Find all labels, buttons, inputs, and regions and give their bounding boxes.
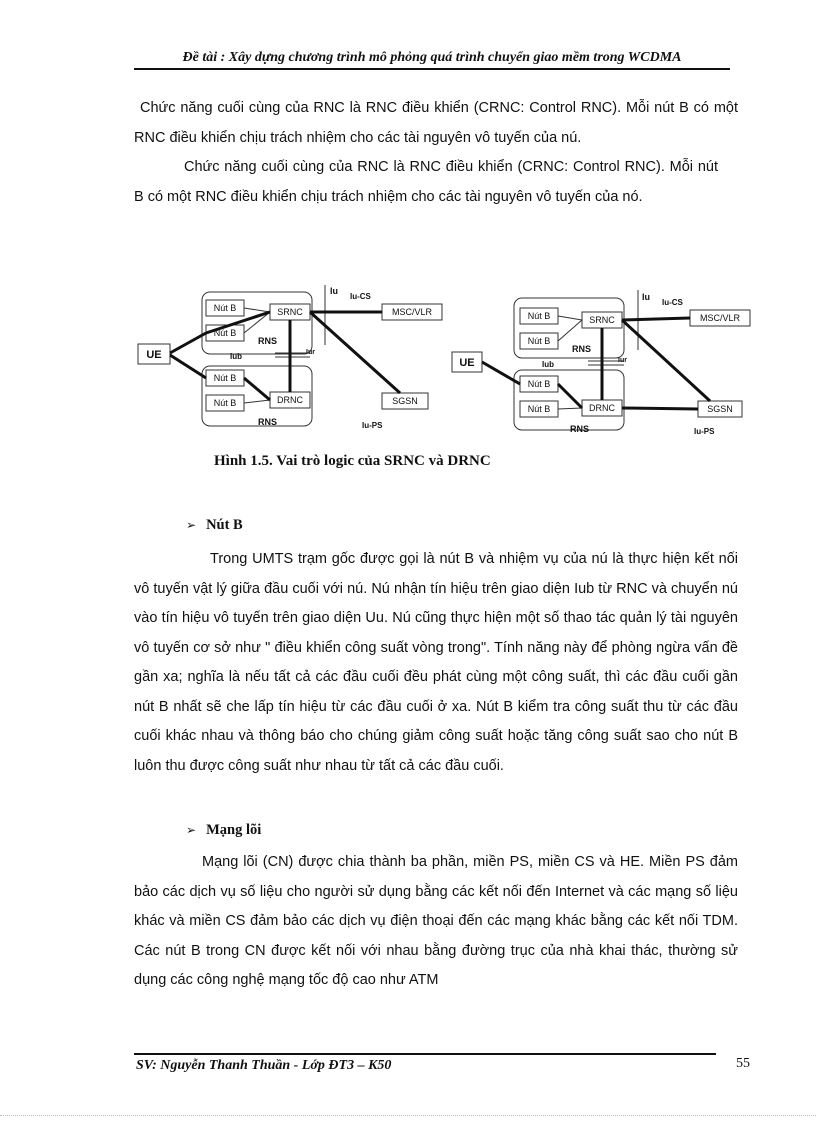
paragraph-3: Trong UMTS trạm gốc được gọi là nút B và nhiệm vụ của nú là thực hiện kết nối vô tuyến vật lý giữa đầu cuối với nú. Nú nhận tín hiệu trên giao diện Iub từ RNC và chuyển nú vào tín hiệu vô tuyến trên giao diện Uu. Nú cũng thực hiện một số thao tác quản lý tài nguyên vô tuyến cơ sở như " điều khiển công suất vòng trong". Tính năng này để phòng ngừa vấn đề gần xa; nghĩa là nếu tất cả các đầu cuối đều phát cùng một công suất, thì các đầu cuối gần nút B nhất sẽ che lấp tín hiệu từ các đầu cuối ở xa. Nút B kiểm tra công suất thu từ các đầu cuối khác nhau và thông báo cho chúng giảm công suất hoặc tăng công suất sao cho nút B luôn thu được công suất như nhau từ tất cả các đầu cuối. xyxy=(134,551,738,774)
nodeb-label: Nút B xyxy=(527,311,551,321)
nodeb-label: Nút B xyxy=(527,404,551,414)
nodeb-label: Nút B xyxy=(213,398,237,408)
sgsn-label: SGSN xyxy=(707,404,733,414)
srnc-label: SRNC xyxy=(277,307,303,317)
paragraph-2: Chức năng cuối cùng của RNC là RNC điều khiển (CRNC: Control RNC). Mỗi nút B có một RNC điều khiển chịu trách nhiệm cho các tài nguyên vô tuyến của nó. xyxy=(134,159,718,205)
rns-label: RNS xyxy=(258,417,278,427)
iups-label: Iu-PS xyxy=(362,421,383,430)
msc-label: MSC/VLR xyxy=(699,313,741,323)
iucs-label: Iu-CS xyxy=(662,298,683,307)
bullet-nodeb-label: Nút B xyxy=(206,517,243,533)
page-header: Đề tài : Xây dựng chương trình mô phỏng quá trình chuyển giao mềm trong WCDMA xyxy=(182,50,682,65)
msc-label: MSC/VLR xyxy=(391,307,433,317)
page-footer: SV: Nguyễn Thanh Thuần - Lớp ĐT3 – K50 xyxy=(136,1058,392,1073)
nodeb-label: Nút B xyxy=(213,303,237,313)
page-number: 55 xyxy=(736,1056,750,1071)
iur-label: Iur xyxy=(618,357,627,364)
paragraph-4: Mạng lõi (CN) được chia thành ba phần, miền PS, miền CS và HE. Miền PS đảm bảo các dịch vụ số liệu cho người sử dụng bằng các kết nối đến Internet và các mạng số liệu khác và miền CS đảm bảo các dịch vụ điện thoại đến các mạng khác bằng các kết nối TDM. Các nút B trong CN được kết nối với nhau bằng đường trục của nhà khai thác, thường sử dụng các công nghệ mạng tốc độ cao như ATM xyxy=(134,854,738,988)
iu-label: Iu xyxy=(642,292,650,302)
figure-caption: Hình 1.5. Vai trò logic của SRNC và DRNC xyxy=(214,453,491,469)
rns-label: RNS xyxy=(258,336,278,346)
bullet-core-network xyxy=(186,822,261,839)
footer-rule xyxy=(134,1053,716,1055)
iucs-label: Iu-CS xyxy=(350,292,371,301)
rns-label: RNS xyxy=(570,424,590,434)
paragraph-1: Chức năng cuối cùng của RNC là RNC điều khiển (CRNC: Control RNC). Mỗi nút B có một RNC điều khiển chịu trách nhiệm cho các tài nguyên vô tuyến của nú. xyxy=(134,100,738,146)
arrow-bullet-icon: ➢ xyxy=(186,518,197,532)
nodeb-label: Nút B xyxy=(527,336,551,346)
iups-label: Iu-PS xyxy=(694,427,715,436)
ue-label: UE xyxy=(146,349,162,361)
header-rule xyxy=(134,68,730,70)
ue-label: UE xyxy=(459,357,475,369)
rns-label: RNS xyxy=(572,344,592,354)
nodeb-label: Nút B xyxy=(213,328,237,338)
sgsn-label: SGSN xyxy=(392,396,418,406)
iub-label: Iub xyxy=(542,360,554,369)
nodeb-label: Nút B xyxy=(527,379,551,389)
iur-label: Iur xyxy=(306,349,315,356)
bullet-core-network-label: Mạng lõi xyxy=(206,822,262,838)
nodeb-label: Nút B xyxy=(213,373,237,383)
srnc-label: SRNC xyxy=(589,315,615,325)
arrow-bullet-icon: ➢ xyxy=(186,823,197,837)
rnc-diagram xyxy=(130,280,770,440)
iub-label: Iub xyxy=(230,352,242,361)
bullet-nodeb xyxy=(186,517,243,534)
drnc-label: DRNC xyxy=(277,395,303,405)
iu-label: Iu xyxy=(330,286,338,296)
drnc-label: DRNC xyxy=(589,403,615,413)
page-edge-divider xyxy=(0,1115,816,1116)
